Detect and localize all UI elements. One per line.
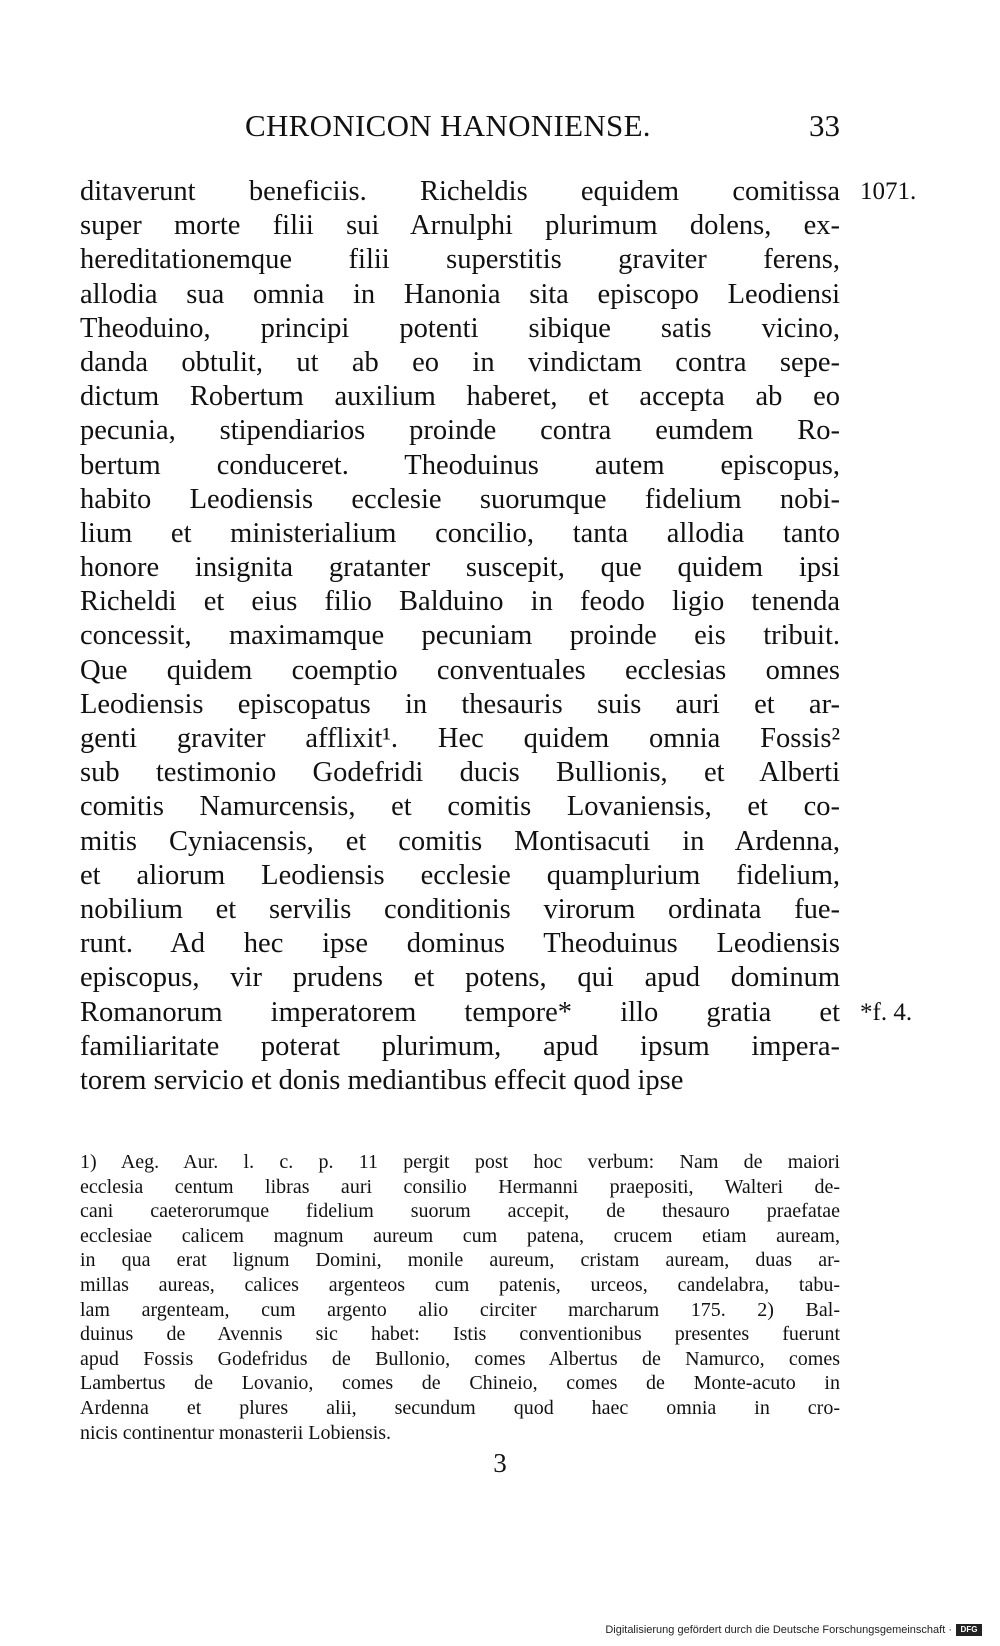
footnote-line: Lambertus de Lovanio, comes de Chineio, comes de Monte-acuto in [80,1372,840,1395]
footnote-line: ecclesia centum libras auri consilio Hermanni praepositi, Walteri de- [80,1175,840,1198]
text-line: Leodiensis episcopatus in thesauris suis auri et ar- [80,688,840,720]
text-line: mitis Cyniacensis, et comitis Montisacuti in Ardenna, [80,825,840,857]
text-line: nobilium et servilis conditionis virorum ordinata fue- [80,893,840,925]
text-line: familiaritate poterat plurimum, apud ipsum impera- [80,1030,840,1062]
text-line: dictum Robertum auxilium haberet, et accepta ab eo [80,381,840,413]
text-line: allodia sua omnia in Hanonia sita episcopo Leodiensi [80,278,840,310]
text-line: danda obtulit, ut ab eo in vindictam contra sepe- [80,346,840,378]
margin-folio: *f. 4. [860,998,913,1026]
text-line: Theoduino, principi potenti sibique satis vicino, [80,312,840,344]
footnote-line: in qua erat lignum Domini, monile aureum, cristam auream, duas ar- [80,1249,840,1272]
text-line: ditaverunt beneficiis. Richeldis equidem comitissa 1071. [80,175,840,209]
text-line: bertum conduceret. Theoduinus autem episcopus, [80,449,840,481]
text-line: honore insignita gratanter suscepit, que quidem ipsi [80,552,840,584]
text-line: Romanorum imperatorem tempore* illo gratia et *f. 4. [80,996,840,1030]
text-line: super morte filii sui Arnulphi plurimum dolens, ex- [80,210,840,242]
text-line: sub testimonio Godefridi ducis Bullionis, et Alberti [80,757,840,789]
page-number: 33 [809,108,840,143]
text-line: genti graviter afflixit¹. Hec quidem omnia Fossis² [80,723,840,754]
footnote-line: duinus de Avennis sic habet: Istis conventionibus presentes fuerunt [80,1323,840,1346]
signature-mark: 3 [493,1448,507,1478]
running-title: CHRONICON HANONIENSE. [245,108,651,143]
text-line: runt. Ad hec ipse dominus Theoduinus Leodiensis [80,928,840,960]
text-line: concessit, maximamque pecuniam proinde eis tribuit. [80,620,840,652]
text-line: torem servicio et donis mediantibus effecit quod ipse [80,1064,684,1096]
text-line: Richeldi et eius filio Balduino in feodo ligio tenenda [80,586,840,618]
margin-year: 1071. [860,178,917,205]
text-line: lium et ministerialium concilio, tanta allodia tanto [80,517,840,549]
footnote-line: nicis continentur monasterii Lobiensis. [80,1421,392,1444]
digitization-credit [605,1624,982,1636]
footnote-line: 1) Aeg. Aur. l. c. p. 11 pergit post hoc verbum: Nam de maiori [80,1151,840,1173]
text-line: habito Leodiensis ecclesie suorumque fidelium nobi- [80,483,840,515]
text-line: hereditationemque filii superstitis graviter ferens, [80,244,840,276]
text-line: et aliorum Leodiensis ecclesie quamplurium fidelium, [80,859,840,891]
footnote-line: Ardenna et plures alii, secundum quod haec omnia in cro- [80,1396,840,1419]
text-line: pecunia, stipendiarios proinde contra eumdem Ro- [80,415,840,447]
footnote-line: lam argenteam, cum argento alio circiter marcharum 175. 2) Bal- [80,1298,840,1321]
footnotes [80,1150,840,1445]
text-line: Que quidem coemptio conventuales ecclesias omnes [80,654,840,686]
credit-text: Digitalisierung gefördert durch die Deutsche Forschungsgemeinschaft · [605,1624,952,1636]
footnote-line: ecclesiae calicem magnum aureum cum patena, crucem etiam auream, [80,1224,840,1247]
footnote-line: apud Fossis Godefridus de Bullonio, comes Albertus de Namurco, comes [80,1347,840,1370]
text-line: episcopus, vir prudens et potens, qui apud dominum [80,962,840,994]
text-line: comitis Namurcensis, et comitis Lovaniensis, et co- [80,791,840,823]
footnote-line: millas aureas, calices argenteos cum patenis, urceos, candelabra, tabu- [80,1273,840,1296]
footnote-line: cani caeterorumque fidelium suorum accepit, de thesauro praefatae [80,1200,840,1223]
dfg-logo: DFG [956,1624,982,1636]
main-text [80,175,917,1098]
running-head [80,108,840,148]
